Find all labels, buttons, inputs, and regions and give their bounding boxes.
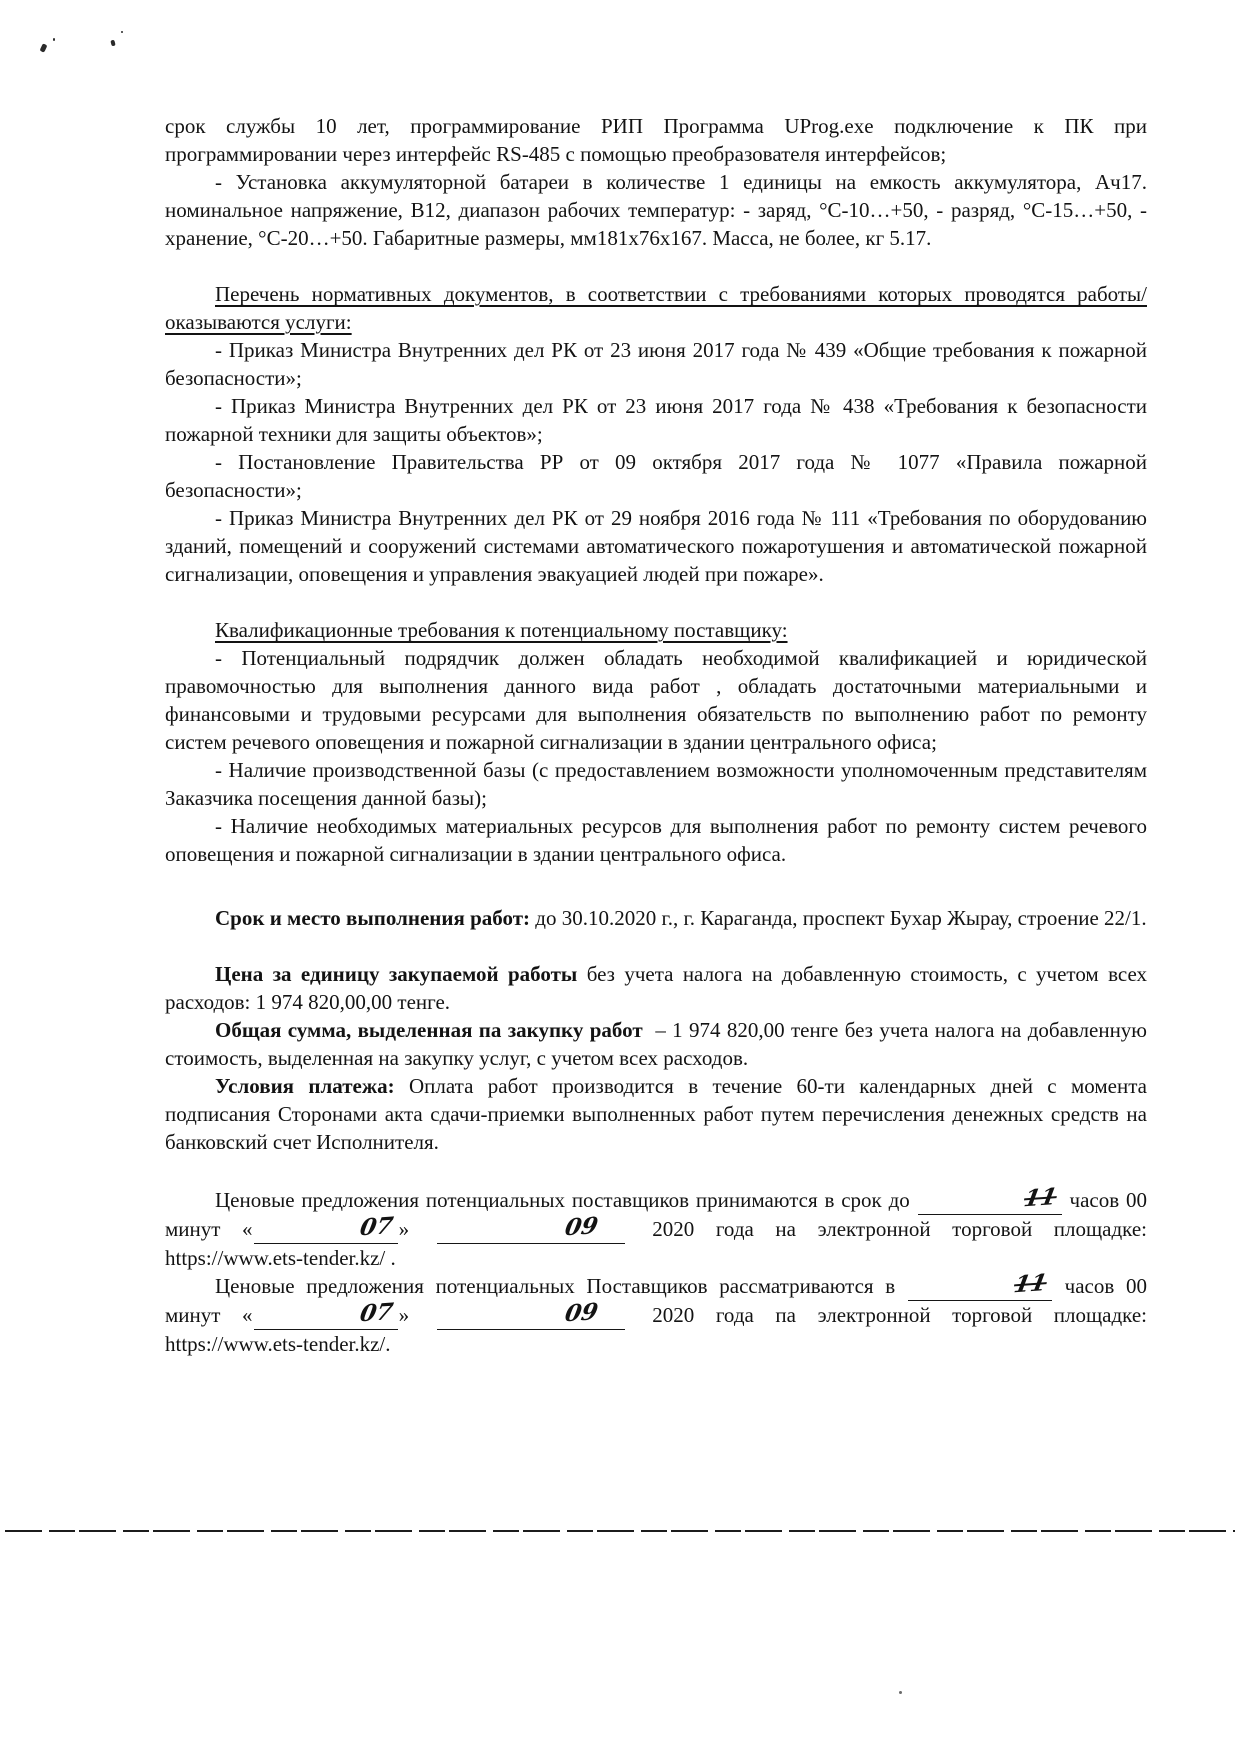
payment-terms-label: Условия платежа: xyxy=(215,1074,395,1098)
normative-item-order-111: - Приказ Министра Внутренних дел РК от 29 ноября 2016 года № 111 «Требования по оборудованию зданий, помещений и сооружений системами автоматического пожаротушения и автоматической пожарной сигнализации, оповещения и управления эвакуацией людей при пожаре». xyxy=(165,506,1147,586)
normative-item-order-439: - Приказ Министра Внутренних дел РК от 23 июня 2017 года № 439 «Общие требования к пожарной безопасности»; xyxy=(165,338,1147,390)
offers-review-text-4: 2020 года па электронной торговой площадке: xyxy=(652,1303,1147,1327)
offers-acceptance-text-2: часов 00 минут « xyxy=(165,1188,1148,1241)
handwritten-hour-value: 11 xyxy=(1021,1183,1059,1213)
paragraph-rip-programming: срок службы 10 лет, программирование РИП Программа UProg.exe подключение к ПК при программировании через интерфейс RS-485 с помощью преобразователя интерфейсов; xyxy=(165,114,1147,166)
offers-acceptance-text-4: 2020 года на электронной торговой площадке: xyxy=(652,1217,1147,1241)
paragraph-offers-acceptance xyxy=(165,1183,1148,1272)
total-sum-label: Общая сумма, выделенная па закупку работ xyxy=(215,1018,643,1042)
handwritten-day-value-2: 07 xyxy=(357,1298,395,1328)
paragraph-total-sum xyxy=(165,1016,1147,1072)
qualification-item-material-resources: - Наличие необходимых материальных ресурсов для выполнения работ по ремонту систем речевого оповещения и пожарной сигнализации в здании центрального офиса. xyxy=(165,814,1147,866)
heading-qualification-requirements: Квалификационные требования к потенциальному поставщику: xyxy=(215,618,788,642)
normative-item-resolution-1077: - Постановление Правительства РР от 09 октября 2017 года № 1077 «Правила пожарной безопасности»; xyxy=(165,450,1147,502)
heading-normative-documents: Перечень нормативных документов, в соответствии с требованиями которых проводятся работы/оказываются услуги: xyxy=(165,282,1147,334)
offers-review-text-3: » xyxy=(398,1303,410,1327)
handwritten-hour-value-2: 11 xyxy=(1011,1269,1050,1299)
handwritten-month-value: 09 xyxy=(562,1212,600,1242)
scan-speckle xyxy=(110,40,115,47)
document-text-block xyxy=(165,112,1147,1358)
work-period-label: Срок и место выполнения работ: xyxy=(215,906,531,930)
total-sum-text: – 1 974 820,00 тенге без учета налога на добавленную стоимость, выделенная на закупку услуг, с учетом всех расходов. xyxy=(165,1018,1147,1070)
tender-url-text: https://www.ets-tender.kz/ . xyxy=(165,1246,396,1270)
offers-review-text-2: часов 00 минут « xyxy=(165,1274,1148,1327)
offers-review-text-1: Ценовые предложения потенциальных Поставщиков рассматриваются в xyxy=(215,1274,896,1298)
bottom-dashed-separator xyxy=(5,1530,1235,1532)
handwritten-day-field xyxy=(254,1212,398,1244)
scan-speckle xyxy=(53,38,55,41)
handwritten-day-value: 07 xyxy=(357,1212,395,1242)
unit-price-text: без учета налога на добавленную стоимость, с учетом всех расходов: 1 974 820,00,00 тенге. xyxy=(165,962,1147,1014)
handwritten-hour-field xyxy=(918,1183,1062,1215)
normative-item-order-438: - Приказ Министра Внутренних дел РК от 23 июня 2017 года № 438 «Требования к безопасности пожарной техники для защиты объектов»; xyxy=(165,394,1147,446)
payment-terms-text: Оплата работ производится в течение 60-ти календарных дней с момента подписания Сторонами акта сдачи-приемки выполненных работ путем перечисления денежных средств на банковский счет Исполнителя. xyxy=(165,1074,1147,1154)
paragraph-payment-terms xyxy=(165,1072,1147,1156)
unit-price-label: Цена за единицу закупаемой работы xyxy=(215,962,578,986)
handwritten-day-field-2 xyxy=(254,1298,398,1330)
tender-url-text-2: https://www.ets-tender.kz/. xyxy=(165,1332,391,1356)
work-period-text: до 30.10.2020 г., г. Караганда, проспект Бухар Жырау, строение 22/1. xyxy=(535,906,1147,930)
qualification-item-production-base: - Наличие производственной базы (с предоставлением возможности уполномоченным представителям Заказчика посещения данной базы); xyxy=(165,758,1147,810)
paragraph-battery-specs: - Установка аккумуляторной батареи в количестве 1 единицы на емкость аккумулятора, Ач17. номинальное напряжение, В12, диапазон рабочих температур: - заряд, °С-10…+50, - разряд, °С-15…+50, - хранение, °С-20…+50. Габаритные размеры, мм181х76х167. Масса, не более, кг 5.17. xyxy=(165,170,1147,250)
handwritten-hour-field-2 xyxy=(908,1269,1052,1301)
paragraph-offers-review xyxy=(165,1269,1148,1358)
paragraph-unit-price xyxy=(165,960,1147,1016)
handwritten-month-value-2: 09 xyxy=(562,1298,600,1328)
scan-speckle xyxy=(40,43,48,52)
handwritten-month-field xyxy=(437,1212,625,1244)
handwritten-month-field-2 xyxy=(437,1298,625,1330)
qualification-item-contractor: - Потенциальный подрядчик должен обладать необходимой квалификацией и юридической правомочностью для выполнения данного вида работ , обладать достаточными материальными и финансовыми и трудовыми ресурсами для выполнения обязательств по выполнению работ по ремонту систем речевого оповещения и пожарной сигнализации в здании центрального офиса; xyxy=(165,646,1147,754)
offers-acceptance-text-3: » xyxy=(398,1217,410,1241)
paragraph-work-period-place xyxy=(165,904,1147,932)
scan-speckle xyxy=(121,31,123,33)
offers-acceptance-text-1: Ценовые предложения потенциальных поставщиков принимаются в срок до xyxy=(215,1188,910,1212)
scan-speckle xyxy=(899,1691,902,1694)
